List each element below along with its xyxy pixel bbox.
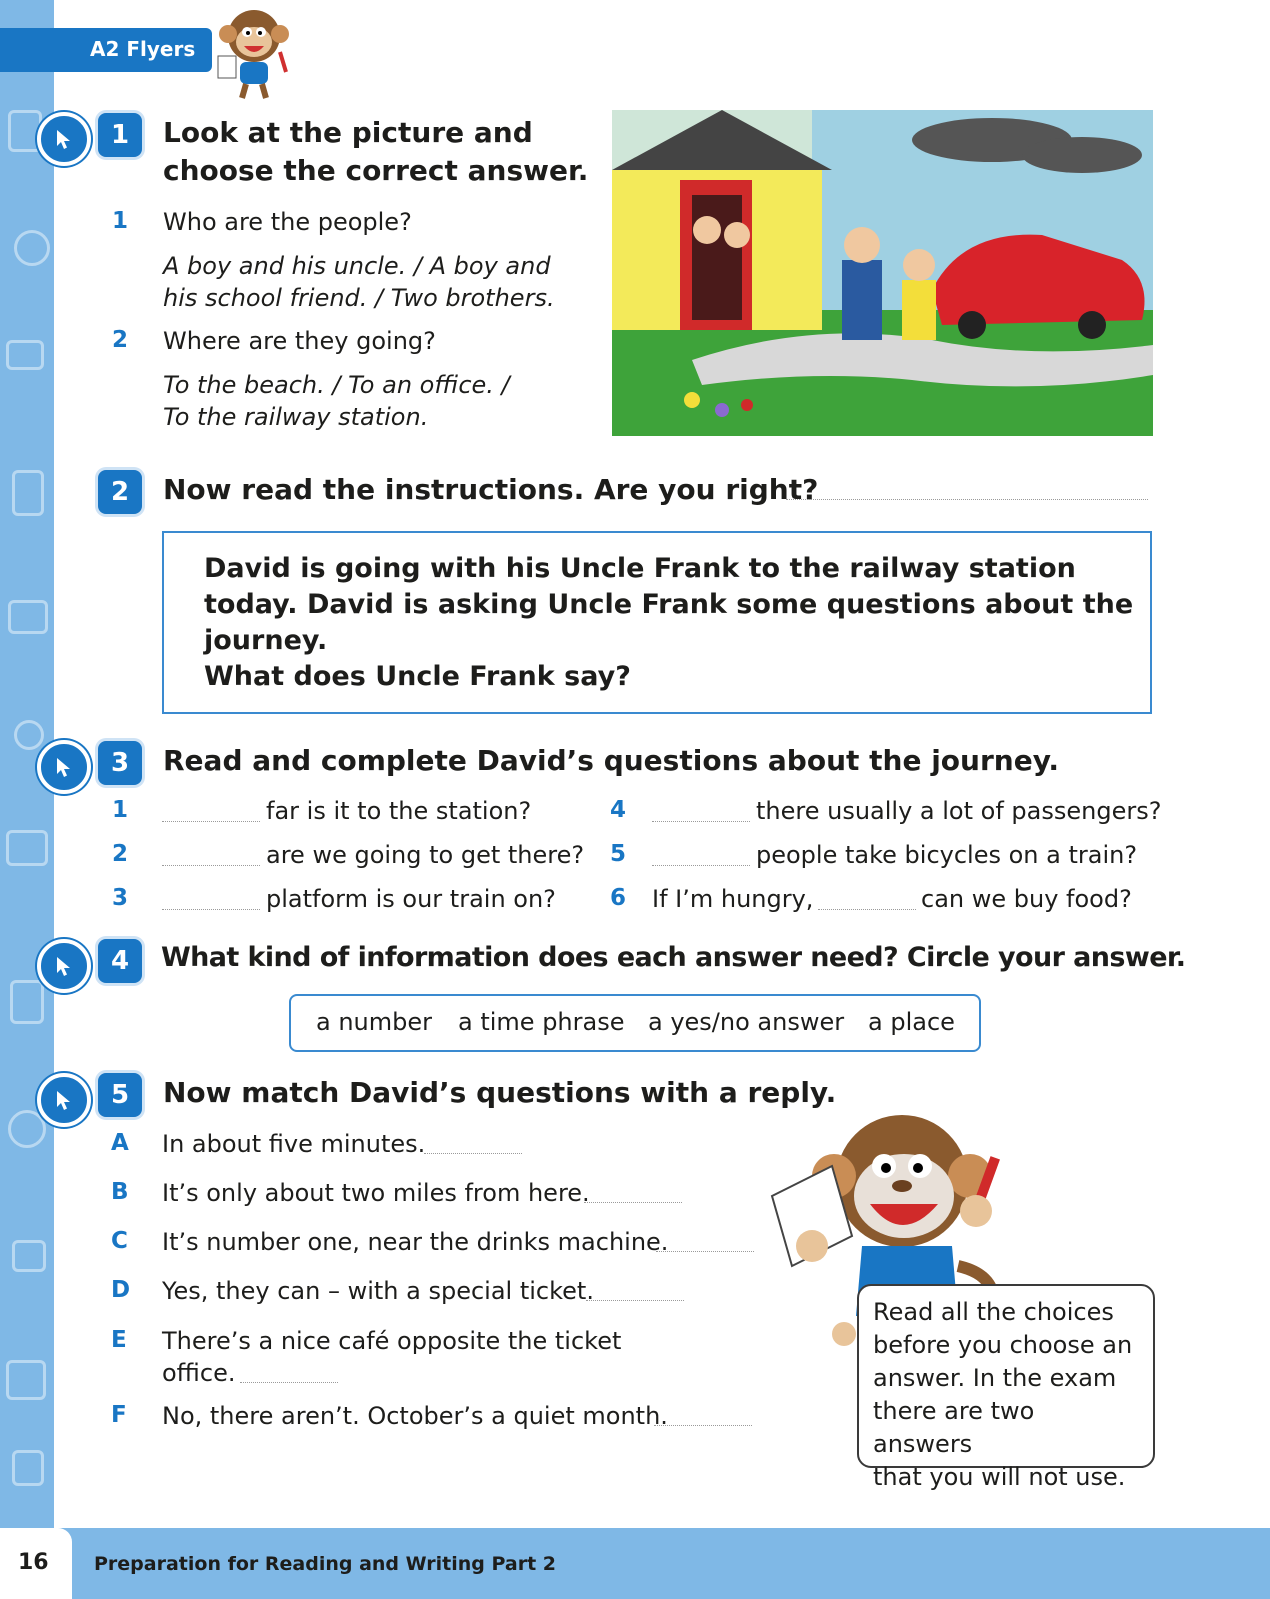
exercise-3-cursor-button[interactable]	[37, 740, 91, 794]
exercise-3-number: 3	[98, 741, 142, 785]
doodle-icon	[12, 1240, 46, 1272]
answer-blank[interactable]	[162, 820, 260, 822]
tip-line: Read all the choices	[873, 1298, 1114, 1326]
question-number: 2	[112, 327, 129, 353]
cursor-arrow-icon	[52, 1088, 76, 1112]
reply-text-continued: office.	[162, 1359, 236, 1387]
doodle-icon	[6, 340, 44, 370]
answer-blank[interactable]	[586, 1299, 684, 1301]
instructions-question: What does Uncle Frank say?	[204, 661, 631, 692]
reply-text: There’s a nice café opposite the ticket	[162, 1327, 622, 1355]
tip-line: that you will not use.	[873, 1463, 1126, 1491]
exercise-4-title: What kind of information does each answer need? Circle your answer.	[161, 942, 1186, 973]
footer-title: Preparation for Reading and Writing Part 2	[94, 1553, 557, 1575]
choice-option[interactable]: a number	[316, 1008, 433, 1036]
answer-blank[interactable]	[240, 1381, 338, 1383]
answer-options-line: his school friend. / Two brothers.	[163, 284, 555, 312]
exercise-3-title: Read and complete David’s questions about the journey.	[163, 744, 1060, 777]
exercise-5-number: 5	[98, 1073, 142, 1117]
tip-line: answer. In the exam	[873, 1364, 1117, 1392]
reply-letter: E	[111, 1327, 127, 1353]
exercise-4-cursor-button[interactable]	[37, 939, 91, 993]
item-text: can we buy food?	[921, 885, 1132, 913]
cursor-arrow-icon	[52, 127, 76, 151]
item-text: far is it to the station?	[266, 797, 532, 825]
exercise-5-title: Now match David’s questions with a reply.	[163, 1076, 837, 1109]
reply-text: No, there aren’t. October’s a quiet month.	[162, 1402, 668, 1430]
item-number: 4	[610, 797, 627, 823]
answer-options-line: A boy and his uncle. / A boy and	[163, 252, 551, 280]
doodle-icon	[8, 1110, 46, 1148]
reply-letter: A	[111, 1130, 129, 1156]
exercise-1-title-line2: choose the correct answer.	[163, 154, 589, 187]
doodle-icon	[14, 720, 44, 750]
instructions-line: today. David is asking Uncle Frank some questions about the	[204, 589, 1134, 620]
exercise-2-number: 2	[98, 470, 142, 514]
doodle-icon	[14, 230, 50, 266]
doodle-icon	[10, 980, 44, 1024]
exercise-2-title: Now read the instructions. Are you right?	[163, 473, 819, 506]
question-text: Where are they going?	[163, 327, 436, 355]
answer-blank[interactable]	[654, 1424, 752, 1426]
exercise-1-title-line1: Look at the picture and	[163, 116, 533, 149]
answer-blank[interactable]	[656, 1250, 754, 1252]
item-text: there usually a lot of passengers?	[756, 797, 1162, 825]
answer-blank[interactable]	[786, 498, 1148, 500]
exercise-1-cursor-button[interactable]	[37, 112, 91, 166]
answer-blank[interactable]	[652, 820, 750, 822]
doodle-icon	[8, 600, 48, 634]
reply-text: In about five minutes.	[162, 1130, 426, 1158]
item-number: 2	[112, 841, 129, 867]
choice-option[interactable]: a yes/no answer	[648, 1008, 845, 1036]
exercise-4-number: 4	[98, 939, 142, 983]
page-number: 16	[18, 1550, 49, 1575]
item-prefix: If I’m hungry,	[652, 885, 814, 913]
item-number: 6	[610, 885, 627, 911]
instructions-line: David is going with his Uncle Frank to the railway station	[204, 553, 1076, 584]
reply-letter: D	[111, 1277, 131, 1303]
item-number: 5	[610, 841, 627, 867]
exercise-5-cursor-button[interactable]	[37, 1073, 91, 1127]
monkey-mascot-small-icon	[208, 2, 302, 102]
instructions-line: journey.	[204, 625, 328, 656]
doodle-icon	[12, 470, 44, 516]
tip-line: before you choose an	[873, 1331, 1133, 1359]
reply-text: It’s only about two miles from here.	[162, 1179, 590, 1207]
item-text: are we going to get there?	[266, 841, 585, 869]
item-number: 1	[112, 797, 129, 823]
question-number: 1	[112, 208, 129, 234]
cursor-arrow-icon	[52, 954, 76, 978]
choice-option[interactable]: a place	[868, 1008, 955, 1036]
choice-option[interactable]: a time phrase	[458, 1008, 625, 1036]
exercise-1-number: 1	[98, 113, 142, 157]
left-decorative-strip	[0, 0, 54, 1599]
reply-letter: F	[111, 1402, 127, 1428]
cursor-arrow-icon	[52, 755, 76, 779]
item-text: people take bicycles on a train?	[756, 841, 1138, 869]
reply-letter: C	[111, 1228, 128, 1254]
illustration-family-leaving-house	[612, 110, 1153, 436]
answer-blank[interactable]	[424, 1152, 522, 1154]
answer-blank[interactable]	[162, 864, 260, 866]
item-number: 3	[112, 885, 129, 911]
reply-text: Yes, they can – with a special ticket.	[162, 1277, 594, 1305]
question-text: Who are the people?	[163, 208, 412, 236]
tip-line: there are two answers	[873, 1397, 1035, 1458]
answer-options-line: To the railway station.	[163, 403, 429, 431]
item-text: platform is our train on?	[266, 885, 556, 913]
reply-text: It’s number one, near the drinks machine.	[162, 1228, 669, 1256]
answer-blank[interactable]	[652, 864, 750, 866]
exam-tip-box	[857, 1284, 1155, 1491]
doodle-icon	[6, 1360, 46, 1400]
answer-blank[interactable]	[162, 908, 260, 910]
doodle-icon	[6, 830, 48, 866]
answer-options-line: To the beach. / To an office. /	[163, 371, 510, 399]
reply-letter: B	[111, 1179, 129, 1205]
answer-blank[interactable]	[584, 1201, 682, 1203]
level-label: A2 Flyers	[90, 37, 196, 61]
answer-blank[interactable]	[818, 908, 916, 910]
doodle-icon	[12, 1450, 44, 1486]
